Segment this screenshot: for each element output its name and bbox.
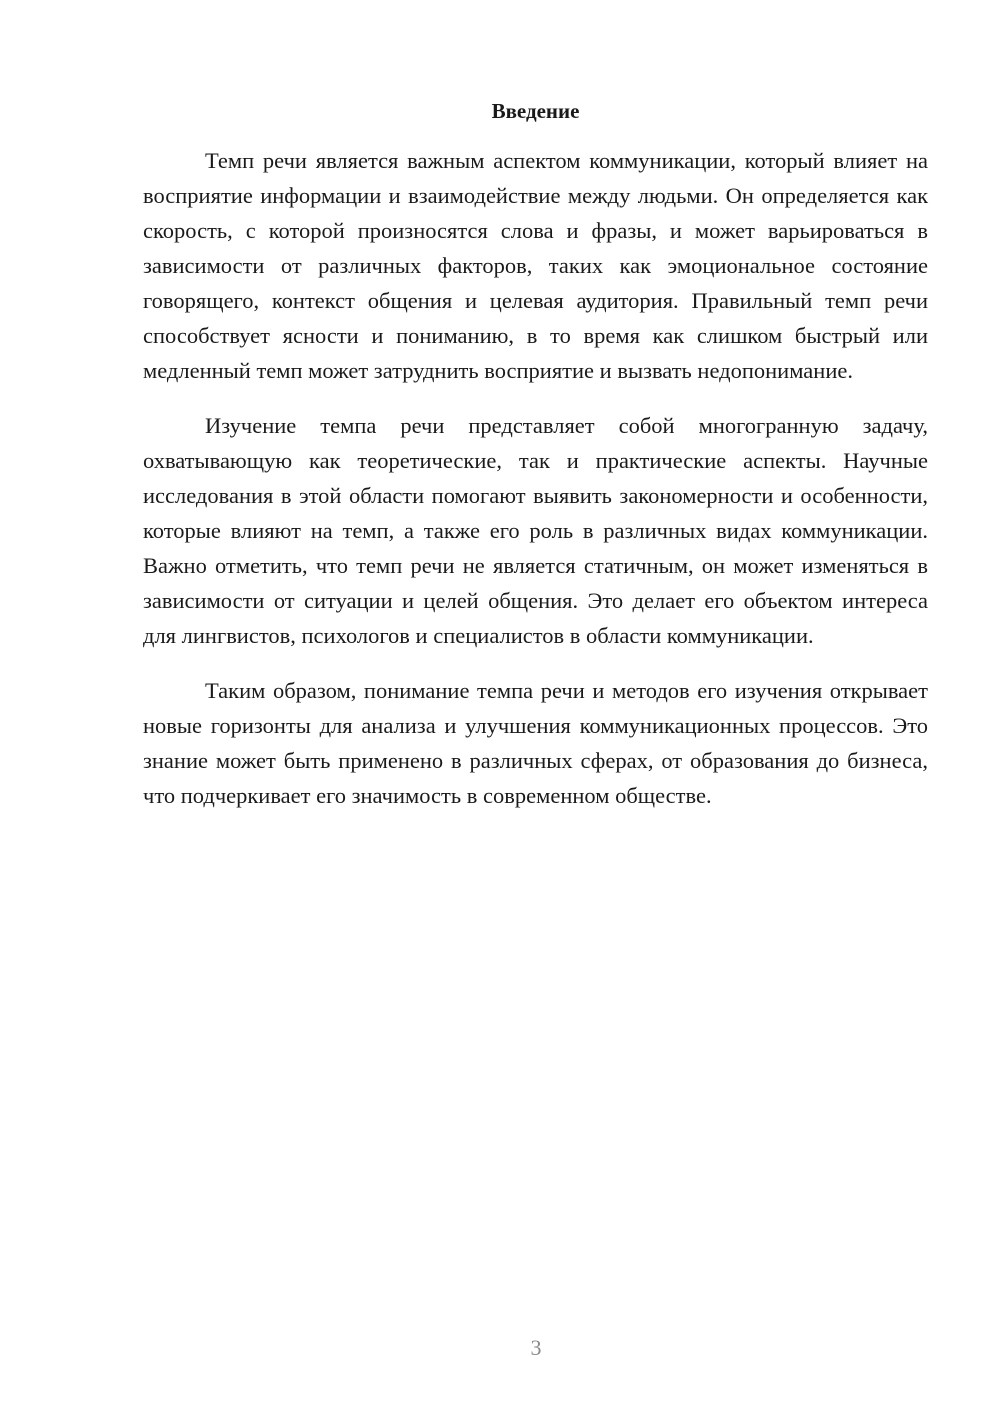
paragraph-2: Изучение темпа речи представляет собой многогранную задачу, охватывающую как теоретические, так и практические аспекты. Научные исследования в этой области помогают выявить закономерности и особенности, которые влияют на темп, а также его роль в различных видах коммуникации. Важно отметить, что темп речи не является статичным, он может изменяться в зависимости от ситуации и целей общения. Это делает его объектом интереса для лингвистов, психологов и специалистов в области коммуникации.: [143, 413, 928, 648]
section-heading: Введение: [491, 99, 580, 123]
paragraph-1: Темп речи является важным аспектом коммуникации, который влияет на восприятие информации и взаимодействие между людьми. Он определяется как скорость, с которой произносятся слова и фразы, и может варьироваться в зависимости от различных факторов, таких как эмоциональное состояние говорящего, контекст общения и целевая аудитория. Правильный темп речи способствует ясности и пониманию, в то время как слишком быстрый или медленный темп может затруднить восприятие и вызвать недопонимание.: [143, 148, 928, 383]
page-number: 3: [530, 1335, 542, 1360]
body-text: [143, 143, 928, 833]
paragraph-3: Таким образом, понимание темпа речи и методов его изучения открывает новые горизонты для анализа и улучшения коммуникационных процессов. Это знание может быть применено в различных сферах, от образования до бизнеса, что подчеркивает его значимость в современном обществе.: [143, 678, 928, 808]
